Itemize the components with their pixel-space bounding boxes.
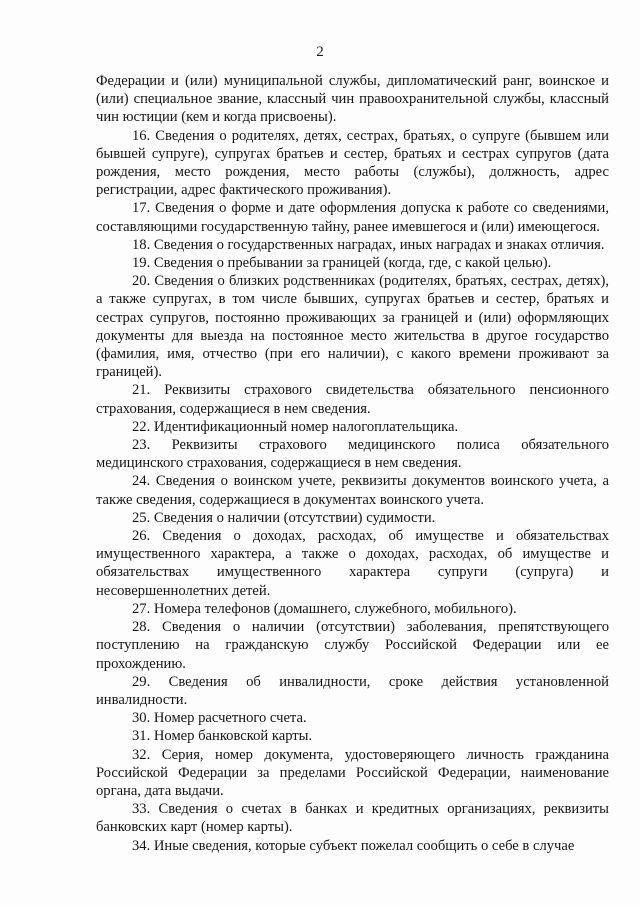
page-number: 2 <box>316 44 324 60</box>
paragraph-item-16: 16. Сведения о родителях, детях, сестрах, братьях, о супруге (бывшем или бывшей супруге), супругах братьев и сестер, братьях и сестрах супругов (дата рождения, место рождения, место работы (службы), должность, адрес регистрации, адрес фактического проживания). <box>96 127 609 199</box>
paragraph-continuation: Федерации и (или) муниципальной службы, дипломатический ранг, воинское и (или) специальное звание, классный чин правоохранительной службы, классный чин юстиции (кем и когда присвоены). <box>96 73 609 126</box>
paragraph-item-23: 23. Реквизиты страхового медицинского полиса обязательного медицинского страхования, содержащиеся в нем сведения. <box>96 437 609 472</box>
paragraph-item-18: 18. Сведения о государственных наградах, иных наградах и знаках отличия. <box>132 236 605 253</box>
paragraph-item-19: 19. Сведения о пребывании за границей (когда, где, с какой целью). <box>132 255 552 272</box>
paragraph-item-20: 20. Сведения о близких родственниках (родителях, братьях, сестрах, детях), а также супругах, в том числе бывших, супругах братьев и сестер, братьях и сестрах супругов, постоянно проживающих за границей и (или) оформляющих документы для выезда на постоянное место жительства в другое государство (фамилия, имя, отчество (при его наличии), с какого времени проживают за границей). <box>96 273 609 381</box>
paragraph-item-30: 30. Номер расчетного счета. <box>132 710 307 727</box>
paragraph-item-17: 17. Сведения о форме и дате оформления допуска к работе со сведениями, составляющими государственную тайну, ранее имевшегося и (или) имеющегося. <box>96 200 609 235</box>
paragraph-item-32: 32. Серия, номер документа, удостоверяющего личность гражданина Российской Федерации за пределами Российской Федерации, наименование органа, дата выдачи. <box>96 746 609 799</box>
paragraph-item-25: 25. Сведения о наличии (отсутствии) судимости. <box>132 509 436 526</box>
paragraph-item-29: 29. Сведения об инвалидности, сроке действия установленной инвалидности. <box>96 673 609 708</box>
paragraph-item-26: 26. Сведения о доходах, расходах, об имуществе и обязательствах имущественного характера, а также о доходах, расходах, об имуществе и обязательствах имущественного характера супруги (супруга) и несовершеннолетних детей. <box>96 528 609 599</box>
paragraph-item-33: 33. Сведения о счетах в банках и кредитных организациях, реквизиты банковских карт (номер карты). <box>96 801 609 836</box>
document-body <box>96 72 609 855</box>
paragraph-item-21: 21. Реквизиты страхового свидетельства обязательного пенсионного страхования, содержащиеся в нем сведения. <box>96 382 609 417</box>
paragraph-item-28: 28. Сведения о наличии (отсутствии) заболевания, препятствующего поступлению на гражданскую службу Российской Федерации или ее прохождению. <box>96 619 609 672</box>
paragraph-item-34: 34. Иные сведения, которые субъект пожелал сообщить о себе в случае <box>132 837 575 854</box>
paragraph-item-22: 22. Идентификационный номер налогоплательщика. <box>132 418 459 435</box>
paragraph-item-31: 31. Номер банковской карты. <box>132 728 313 745</box>
paragraph-item-24: 24. Сведения о воинском учете, реквизиты документов воинского учета, а также сведения, содержащиеся в документах воинского учета. <box>96 473 609 508</box>
paragraph-item-27: 27. Номера телефонов (домашнего, служебного, мобильного). <box>132 600 517 617</box>
